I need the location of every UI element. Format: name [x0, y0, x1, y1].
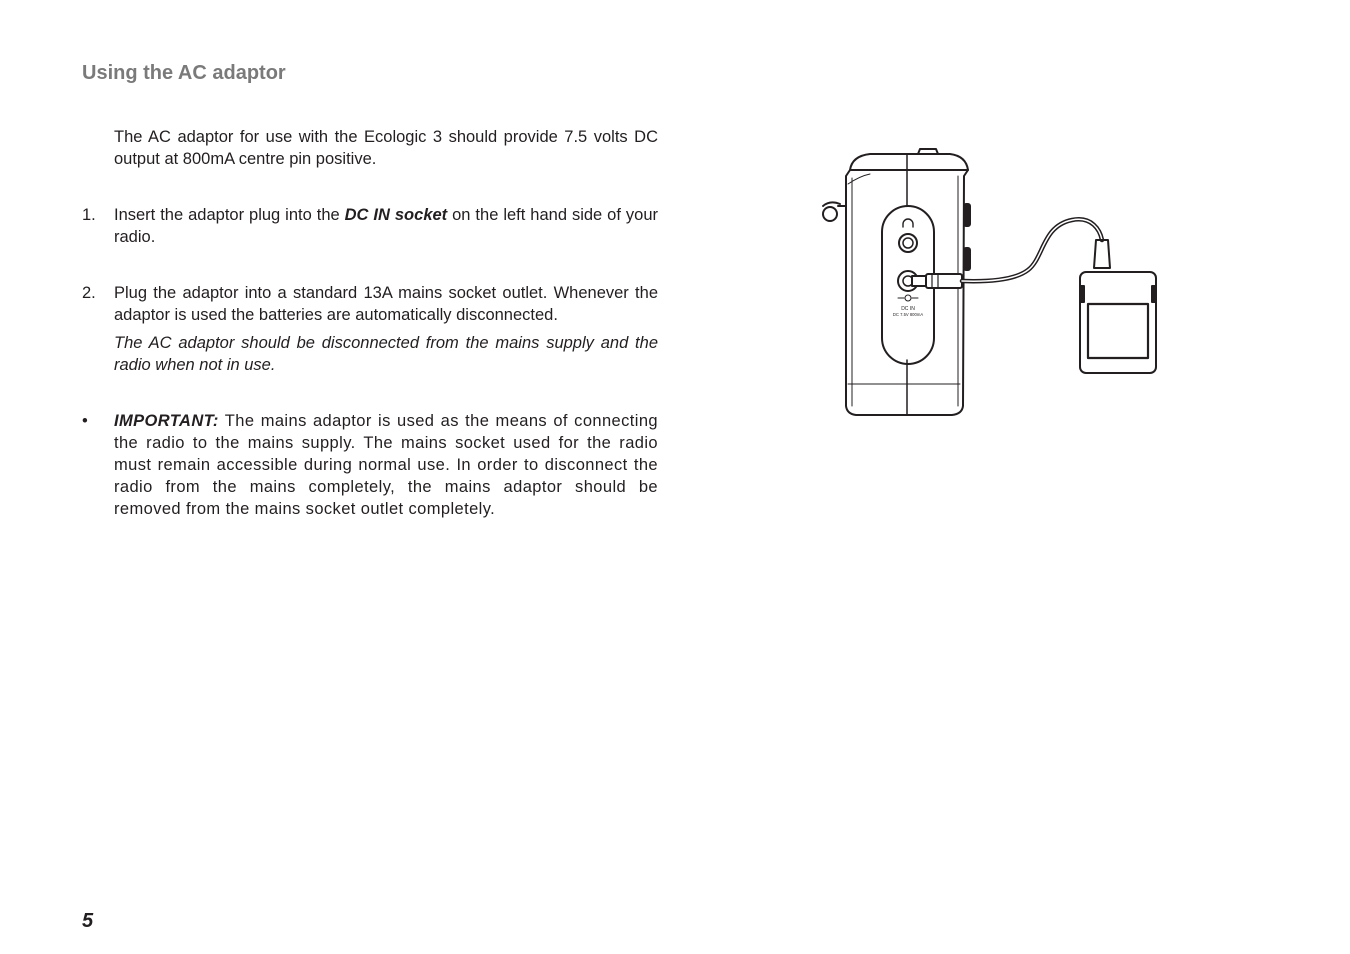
important-text: The mains adaptor is used as the means of connecting the radio to the mains supply. The mains socket used for the radio must remain accessible during normal use. In order to disconnect the radio from the mains completely, the mains adaptor should be removed from the mains socket outlet completely.	[114, 412, 658, 518]
dc-plug	[912, 276, 926, 286]
radio-top-cap	[850, 154, 968, 170]
page-number: 5	[82, 910, 94, 932]
antenna-ring-icon	[823, 207, 837, 221]
adaptor-cable	[962, 219, 1102, 281]
adaptor-strain-relief	[1094, 240, 1110, 268]
important-note	[82, 410, 658, 520]
adaptor-label-panel	[1088, 304, 1148, 358]
content-column	[82, 126, 658, 520]
step-2-note	[82, 332, 658, 376]
intro-text: The AC adaptor for use with the Ecologic 3 should provide 7.5 volts DC output at 800mA centre pin positive.	[114, 128, 658, 168]
step-2-note-text: The AC adaptor should be disconnected from the mains supply and the radio when not in use.	[114, 334, 658, 374]
page-heading: Using the AC adaptor	[82, 62, 286, 84]
important-label: IMPORTANT:	[114, 412, 219, 430]
dc-rating-label: DC 7.5V 800mA	[892, 312, 924, 317]
radio-adaptor-illustration	[810, 148, 1170, 423]
headphone-icon	[903, 219, 913, 227]
step-2-text: Plug the adaptor into a standard 13A mains socket outlet. Whenever the adaptor is used the batteries are automatically disconnected.	[114, 284, 658, 324]
dc-in-label: DC IN	[901, 306, 915, 312]
intro-paragraph	[82, 126, 658, 170]
polarity-icon	[905, 295, 911, 301]
headphone-jack	[899, 234, 917, 252]
step-2	[82, 282, 658, 326]
step-1-text-after: on the left hand side of your radio.	[114, 206, 658, 246]
step-1	[82, 204, 658, 248]
side-button-upper	[964, 204, 970, 226]
bullet-icon: •	[82, 412, 89, 430]
step-1-number: 1.	[82, 206, 96, 224]
step-2-number: 2.	[82, 284, 96, 302]
side-button-lower	[964, 248, 970, 270]
step-1-emphasis: DC IN socket	[344, 206, 448, 224]
step-1-text-before: Insert the adaptor plug into the	[114, 206, 345, 224]
